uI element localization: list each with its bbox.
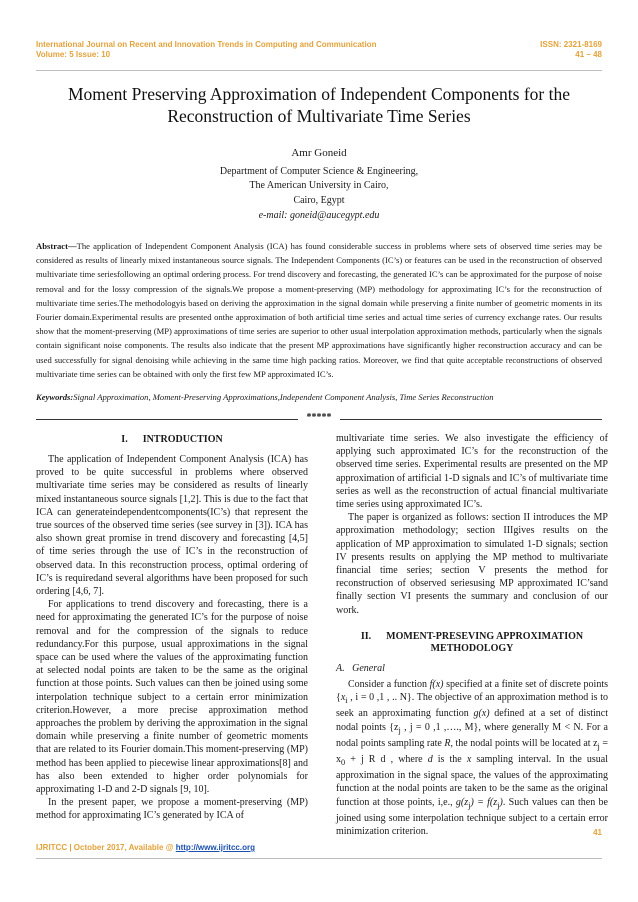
keywords-label: Keywords: bbox=[36, 392, 74, 402]
header-divider bbox=[36, 70, 602, 71]
subsection-heading-general: A. General bbox=[336, 662, 385, 674]
affiliation-city: Cairo, Egypt bbox=[293, 195, 345, 206]
intro-paragraph-3: In the present paper, we propose a moment-preserving (MP) method for approximating IC’s generated by ICA of bbox=[36, 797, 308, 822]
page-number: 41 bbox=[593, 828, 602, 837]
affiliation-dept: Department of Computer Science & Engineering, bbox=[219, 166, 419, 177]
journal-name: International Journal on Recent and Innovation Trends in Computing and Communication bbox=[36, 40, 377, 49]
journal-url-link[interactable]: http://www.ijritcc.org bbox=[175, 843, 255, 852]
intro-paragraph-3-continued: multivariate time series. We also investigate the efficiency of applying such approximated IC’s for the reconstruction of the observed time series. Experimental results are presented on the MP approximation of artificial 1-D signals and IC’s of multivariate time series as well as the reconstruction of actual financial multivariate time series using approximated IC’s. bbox=[336, 433, 608, 511]
page-range: 41 – 48 bbox=[575, 50, 602, 59]
running-header bbox=[36, 40, 602, 60]
keywords-text: Signal Approximation, Moment-Preserving Approximations,Independent Component Analysis, Time Series Reconstruction bbox=[73, 392, 494, 402]
author-name: Amr Goneid bbox=[291, 147, 347, 159]
keywords bbox=[36, 391, 602, 403]
abstract-label: Abstract— bbox=[36, 241, 77, 251]
issn: ISSN: 2321-8169 bbox=[540, 40, 602, 49]
separator-line-right bbox=[340, 419, 602, 420]
intro-paragraph-1: The application of Independent Component Analysis (ICA) has proved to be quite successful in problems where observed multivariate time series may be considered as results of linearly mixed instantaneous source signals [1,2]. This is due to the fact that ICA can generateindependentcomponents(IC’s) that represent the true sources of the observed time series (see survey in [3]). ICA has also shown great promise in trend discovery and forecasting [4,5] of time series through the use of IC’s in the reconstruction of observed data. In this reconstruction process, optimal ordering of IC’s is requiredand several algorithms have been proposed for such ordering [4,6, 7]. bbox=[36, 454, 308, 598]
affiliation-university: The American University in Cairo, bbox=[249, 180, 389, 191]
intro-paragraph-4: The paper is organized as follows: section II introduces the MP approximation methodology; section IIIgives results on the application of MP approximation to simulated 1-D signals; section IV presents results on applying the MP method to multivariate financial time series; section V presents the method for reconstruction of observed seriesusing MP approximated IC’sand finally section VI presents the summary and conclusion of our work. bbox=[336, 512, 608, 616]
methodology-heading-line-2: METHODOLOGY bbox=[430, 642, 514, 654]
header-right bbox=[540, 40, 602, 60]
separator-stars: ***** bbox=[306, 412, 332, 423]
footer bbox=[36, 843, 255, 852]
left-column bbox=[36, 432, 308, 823]
header-left bbox=[36, 40, 376, 60]
section-separator bbox=[36, 412, 602, 424]
title-line-1: Moment Preserving Approximation of Independent Components for the bbox=[67, 84, 571, 104]
footer-divider bbox=[36, 858, 602, 859]
abstract-text: The application of Independent Component Analysis (ICA) has found considerable success in problems where sets of observed time series may be considered as results of linearly mixed instantaneous source signals. The Independent Components (IC’s) or features can be used in the reconstruction of observed multivariate time seriesfollowing an optimal ordering process. For trend discovery and forecasting, the generated IC’s can be approximated for the purpose of noise removal and for the lossy compression of the signals.We propose a moment-preserving (MP) methodology for approximating IC’s for the reconstruction of multivariate time series.The methodologyis based on deriving the approximation in the signal domain while preserving a finite number of geometric moments in its Fourier domain.Experimental results are presented onthe approximation of both artificial time series and actual time series of currency exchange rates. Our results show that the moment-preserving (MP) approximations of time series are superior to other usual interpolation approximation methods, particularly when the signals contain significant noise components. The results also indicate that the present MP approximations have significantly higher reconstruction accuracy and can be used successfully for signal denoising while achieving in the same time high packing ratios. Moreover, we find that quite acceptable reconstructions of observed multivariate time series can be obtained with only the first few MP approximated IC’s. bbox=[36, 241, 602, 379]
abstract bbox=[36, 239, 602, 381]
paper-title bbox=[36, 83, 602, 127]
volume-issue: Volume: 5 Issue: 10 bbox=[36, 50, 111, 59]
section-heading-methodology bbox=[336, 631, 608, 655]
methodology-paragraph-1: Consider a function f(x) specified at a finite set of discrete points {$x_i$ , i = 0 ,1 , .. N}. The objective of an approximation method is to seek an approximating function g(x) defined at a set of distinct nodal points {$z_j$ , j = 0 ,1 ,…., M}, where generally M < N. For a nodal points sampling rate R, the nodal points will be located at $z_j = x_0 + j$ R d , where d is the x sampling interval. In the usual approximation in the signal space, the values of the approximating function at the nodal points are taken to be the same as the original function at those points, i,e., $g(z_j) = f(z_j)$. Such values can then be joined using some interpolation technique subject to a certain error minimization criterion. bbox=[336, 679, 608, 838]
intro-paragraph-2: For applications to trend discovery and forecasting, there is a need for approximating the generated IC’s for the purpose of noise removal and for the compression of the signals to reduce redundancy.For this purpose, usual approximations in the signal space can be used where the values of the approximating function at selected nodal points are taken to be the same as the original function at those points. Such values can then be joined using some interpolation technique subject to a certain error minimization criterion.However, a more precise approximation method approaches the problem by deriving the approximation in the signal domain while preserving a finite number of geometric moments that are related to its Fourier domain.This moment-preserving (MP) method has been applied to piecewise linear approximations[8] and has also been extended to higher order polynomials for approximating 1-D and 2-D signals [9, 10]. bbox=[36, 599, 308, 796]
footer-text: IJRITCC | October 2017, Available @ bbox=[36, 843, 176, 852]
section-heading-introduction: I. INTRODUCTION bbox=[121, 434, 223, 445]
right-column bbox=[336, 432, 608, 838]
methodology-heading-line-1: II. MOMENT-PRESEVING APPROXIMATION bbox=[360, 630, 584, 642]
title-line-2: Reconstruction of Multivariate Time Series bbox=[167, 106, 471, 126]
author-email: e-mail: goneid@aucegypt.edu bbox=[258, 210, 380, 221]
